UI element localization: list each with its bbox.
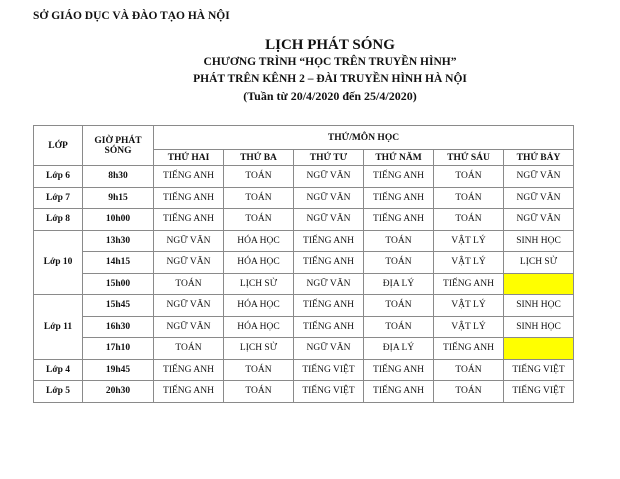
subject-cell: HÓA HỌC xyxy=(224,316,294,338)
subject-cell: TOÁN xyxy=(224,187,294,209)
subject-cell: TIẾNG ANH xyxy=(364,209,434,231)
highlighted-empty-cell xyxy=(504,338,574,360)
subject-cell: TIẾNG ANH xyxy=(154,359,224,381)
time-cell: 19h45 xyxy=(83,359,154,381)
subject-cell: VẬT LÝ xyxy=(434,295,504,317)
subject-cell: TIẾNG ANH xyxy=(364,166,434,188)
subject-cell: HÓA HỌC xyxy=(224,295,294,317)
subject-cell: NGỮ VĂN xyxy=(294,273,364,295)
day-header: THỨ BA xyxy=(224,150,294,166)
subject-cell: TIẾNG VIỆT xyxy=(504,381,574,403)
subject-cell: LỊCH SỬ xyxy=(224,338,294,360)
subject-cell: TIẾNG ANH xyxy=(364,381,434,403)
subject-cell: NGỮ VĂN xyxy=(504,209,574,231)
subject-cell: ĐỊA LÝ xyxy=(364,273,434,295)
time-cell: 13h30 xyxy=(83,230,154,252)
channel-subtitle: PHÁT TRÊN KÊNH 2 – ĐÀI TRUYỀN HÌNH HÀ NỘI xyxy=(193,73,467,85)
subject-cell: TIẾNG ANH xyxy=(294,252,364,274)
table-row xyxy=(34,252,574,274)
subject-cell: TOÁN xyxy=(364,230,434,252)
table-row xyxy=(34,273,574,295)
subject-cell: TIẾNG VIỆT xyxy=(504,359,574,381)
subject-cell: SINH HỌC xyxy=(504,230,574,252)
time-cell: 15h45 xyxy=(83,295,154,317)
subject-cell: NGỮ VĂN xyxy=(154,316,224,338)
table-row xyxy=(34,295,574,317)
class-cell: Lớp 6 xyxy=(34,166,83,188)
subject-cell: NGỮ VĂN xyxy=(294,338,364,360)
subject-cell: NGỮ VĂN xyxy=(154,252,224,274)
table-row xyxy=(34,381,574,403)
program-subtitle: CHƯƠNG TRÌNH “HỌC TRÊN TRUYỀN HÌNH” xyxy=(203,56,457,68)
class-cell: Lớp 5 xyxy=(34,381,83,403)
class-cell: Lớp 10 xyxy=(34,230,83,295)
day-header: THỨ NĂM xyxy=(364,150,434,166)
subject-cell: TIẾNG VIỆT xyxy=(294,359,364,381)
subject-cell: TIẾNG VIỆT xyxy=(294,381,364,403)
broadcast-schedule-table xyxy=(33,125,574,403)
subject-cell: NGỮ VĂN xyxy=(154,295,224,317)
column-header-class: LỚP xyxy=(34,126,83,166)
organization-name: SỞ GIÁO DỤC VÀ ĐÀO TẠO HÀ NỘI xyxy=(33,10,230,22)
subject-cell: TIẾNG ANH xyxy=(364,187,434,209)
subject-cell: TOÁN xyxy=(154,273,224,295)
day-header: THỨ SÁU xyxy=(434,150,504,166)
subject-cell: TOÁN xyxy=(434,166,504,188)
table-row xyxy=(34,166,574,188)
week-range: (Tuần từ 20/4/2020 đến 25/4/2020) xyxy=(243,89,417,103)
subject-cell: NGỮ VĂN xyxy=(504,166,574,188)
time-cell: 16h30 xyxy=(83,316,154,338)
column-group-header: THỨ/MÔN HỌC xyxy=(154,126,574,150)
subject-cell: NGỮ VĂN xyxy=(294,166,364,188)
subject-cell: TOÁN xyxy=(434,209,504,231)
subject-cell: TOÁN xyxy=(364,295,434,317)
time-cell: 15h00 xyxy=(83,273,154,295)
time-cell: 20h30 xyxy=(83,381,154,403)
subject-cell: TOÁN xyxy=(224,359,294,381)
subject-cell: HÓA HỌC xyxy=(224,252,294,274)
subject-cell: TIẾNG ANH xyxy=(154,209,224,231)
subject-cell: TOÁN xyxy=(434,381,504,403)
day-header: THỨ HAI xyxy=(154,150,224,166)
table-row xyxy=(34,187,574,209)
subject-cell: TOÁN xyxy=(364,252,434,274)
subject-cell: TIẾNG ANH xyxy=(154,381,224,403)
time-cell: 14h15 xyxy=(83,252,154,274)
table-row xyxy=(34,338,574,360)
document-title: LỊCH PHÁT SÓNG xyxy=(265,37,395,53)
subject-cell: TOÁN xyxy=(364,316,434,338)
subject-cell: HÓA HỌC xyxy=(224,230,294,252)
subject-cell: TOÁN xyxy=(224,381,294,403)
subject-cell: NGỮ VĂN xyxy=(294,209,364,231)
subject-cell: TIẾNG ANH xyxy=(434,273,504,295)
table-row xyxy=(34,230,574,252)
subject-cell: TOÁN xyxy=(154,338,224,360)
table-row xyxy=(34,359,574,381)
document-header xyxy=(0,36,620,105)
subject-cell: TOÁN xyxy=(224,209,294,231)
column-header-time: GIỜ PHÁT SÓNG xyxy=(83,126,154,166)
table-row xyxy=(34,316,574,338)
time-cell: 10h00 xyxy=(83,209,154,231)
day-header: THỨ BẢY xyxy=(504,150,574,166)
day-header: THỨ TƯ xyxy=(294,150,364,166)
time-cell: 9h15 xyxy=(83,187,154,209)
class-cell: Lớp 8 xyxy=(34,209,83,231)
subject-cell: TIẾNG ANH xyxy=(294,230,364,252)
class-cell: Lớp 11 xyxy=(34,295,83,360)
subject-cell: TOÁN xyxy=(224,166,294,188)
time-cell: 8h30 xyxy=(83,166,154,188)
table-row xyxy=(34,209,574,231)
subject-cell: VẬT LÝ xyxy=(434,230,504,252)
time-cell: 17h10 xyxy=(83,338,154,360)
subject-cell: TIẾNG ANH xyxy=(434,338,504,360)
subject-cell: TIẾNG ANH xyxy=(294,316,364,338)
subject-cell: TIẾNG ANH xyxy=(294,295,364,317)
subject-cell: NGỮ VĂN xyxy=(504,187,574,209)
subject-cell: SINH HỌC xyxy=(504,316,574,338)
subject-cell: VẬT LÝ xyxy=(434,316,504,338)
subject-cell: VẬT LÝ xyxy=(434,252,504,274)
subject-cell: NGỮ VĂN xyxy=(294,187,364,209)
subject-cell: TIẾNG ANH xyxy=(154,187,224,209)
highlighted-empty-cell xyxy=(504,273,574,295)
subject-cell: SINH HỌC xyxy=(504,295,574,317)
subject-cell: LỊCH SỬ xyxy=(224,273,294,295)
subject-cell: ĐỊA LÝ xyxy=(364,338,434,360)
subject-cell: NGỮ VĂN xyxy=(154,230,224,252)
class-cell: Lớp 7 xyxy=(34,187,83,209)
class-cell: Lớp 4 xyxy=(34,359,83,381)
subject-cell: TIẾNG ANH xyxy=(364,359,434,381)
subject-cell: TOÁN xyxy=(434,359,504,381)
subject-cell: TIẾNG ANH xyxy=(154,166,224,188)
subject-cell: TOÁN xyxy=(434,187,504,209)
subject-cell: LỊCH SỬ xyxy=(504,252,574,274)
